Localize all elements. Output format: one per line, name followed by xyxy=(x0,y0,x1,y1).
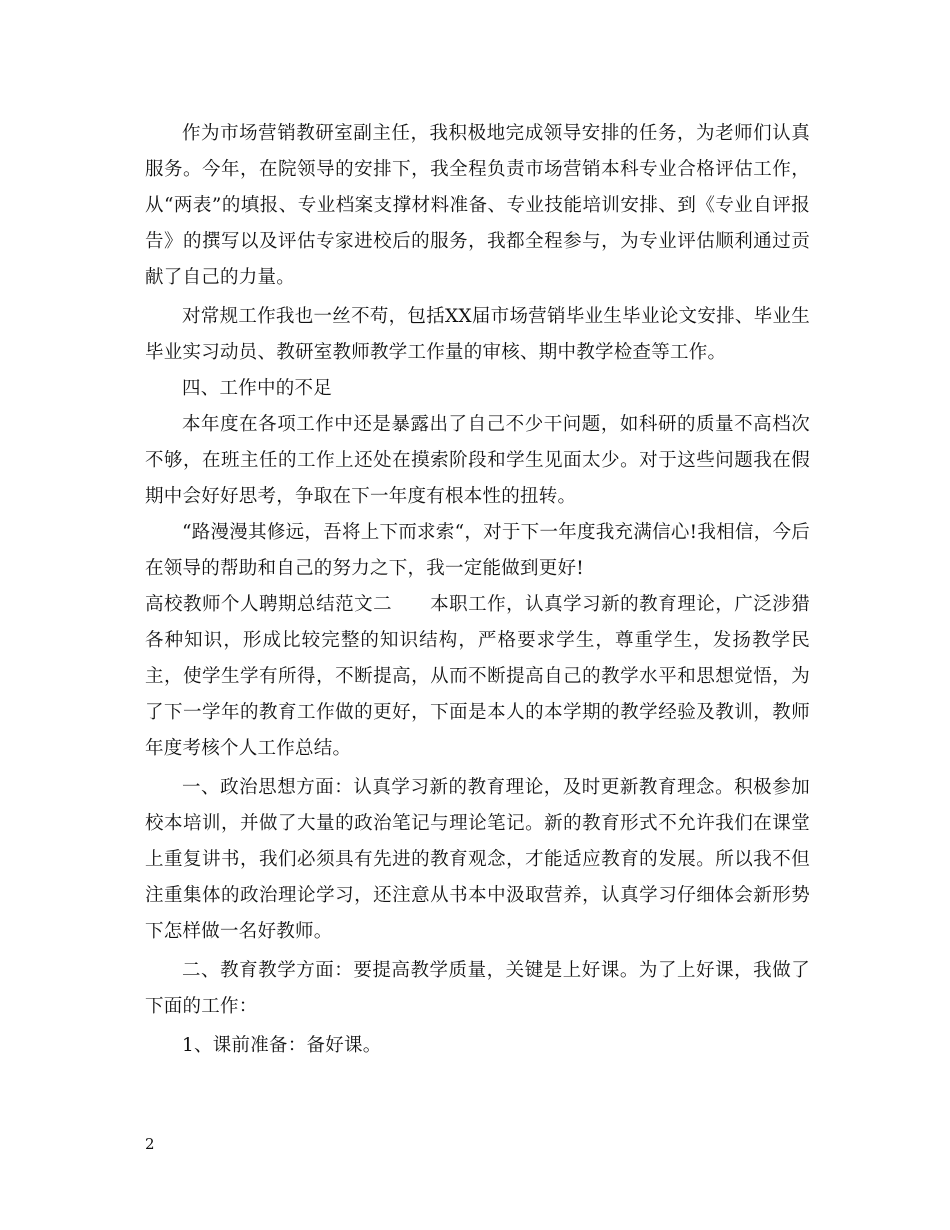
paragraph-routine-work: 对常规工作我也一丝不苟，包括XX届市场营销毕业生毕业论文安排、毕业生毕业实习动员、教研室教师教学工作量的审核、期中教学检查等工作。 xyxy=(145,306,810,363)
paragraph-political-thought: 一、政治思想方面：认真学习新的教育理论，及时更新教育理念。积极参加校本培训，并做了大量的政治笔记与理论笔记。新的教育形式不允许我们在课堂上重复讲书，我们必须具有先进的教育观念，才能适应教育的发展。所以我不但注重集体的政治理论学习，还注意从书本中汲取营养，认真学习仔细体会新形势下怎样做一名好教师。 xyxy=(145,777,810,942)
paragraph-shortcomings: 本年度在各项工作中还是暴露出了自己不少干问题，如科研的质量不高档次不够，在班主任的工作上还处在摸索阶段和学生见面太少。对于这些问题我在假期中会好好思考，争取在下一年度有根本性的扭转。 xyxy=(145,414,810,507)
paragraph-role-service: 作为市场营销教研室副主任，我积极地完成领导安排的任务，为老师们认真服务。今年，在院领导的安排下，我全程负责市场营销本科专业合格评估工作，从“两表”的填报、专业档案支撑材料准备、专业技能培训安排、到《专业自评报告》的撰写以及评估专家进校后的服务，我都全程参与，为专业评估顺利通过贡献了自己的力量。 xyxy=(145,123,810,288)
paragraph-teaching: 二、教育教学方面：要提高教学质量，关键是上好课。为了上好课，我做了下面的工作： xyxy=(145,960,810,1017)
document-body xyxy=(145,116,810,1064)
section-heading-shortcomings: 四、工作中的不足 xyxy=(182,378,333,399)
paragraph-sample-two-intro: 高校教师个人聘期总结范文二 本职工作，认真学习新的教育理论，广泛涉猎各种知识，形成比较完整的知识结构，严格要求学生，尊重学生，发扬教学民主，使学生学有所得，不断提高，从而不断提高自己的教学水平和思想觉悟，为了下一学年的教育工作做的更好，下面是本人的本学期的教学经验及教训，教师年度考核个人工作总结。 xyxy=(145,594,810,759)
paragraph-lesson-prep: 1、课前准备：备好课。 xyxy=(182,1035,382,1056)
paragraph-confidence: “路漫漫其修远，吾将上下而求索“，对于下一年度我充满信心!我相信，今后在领导的帮助和自己的努力之下，我一定能做到更好! xyxy=(145,522,810,579)
page-number: 2 xyxy=(145,1135,155,1153)
